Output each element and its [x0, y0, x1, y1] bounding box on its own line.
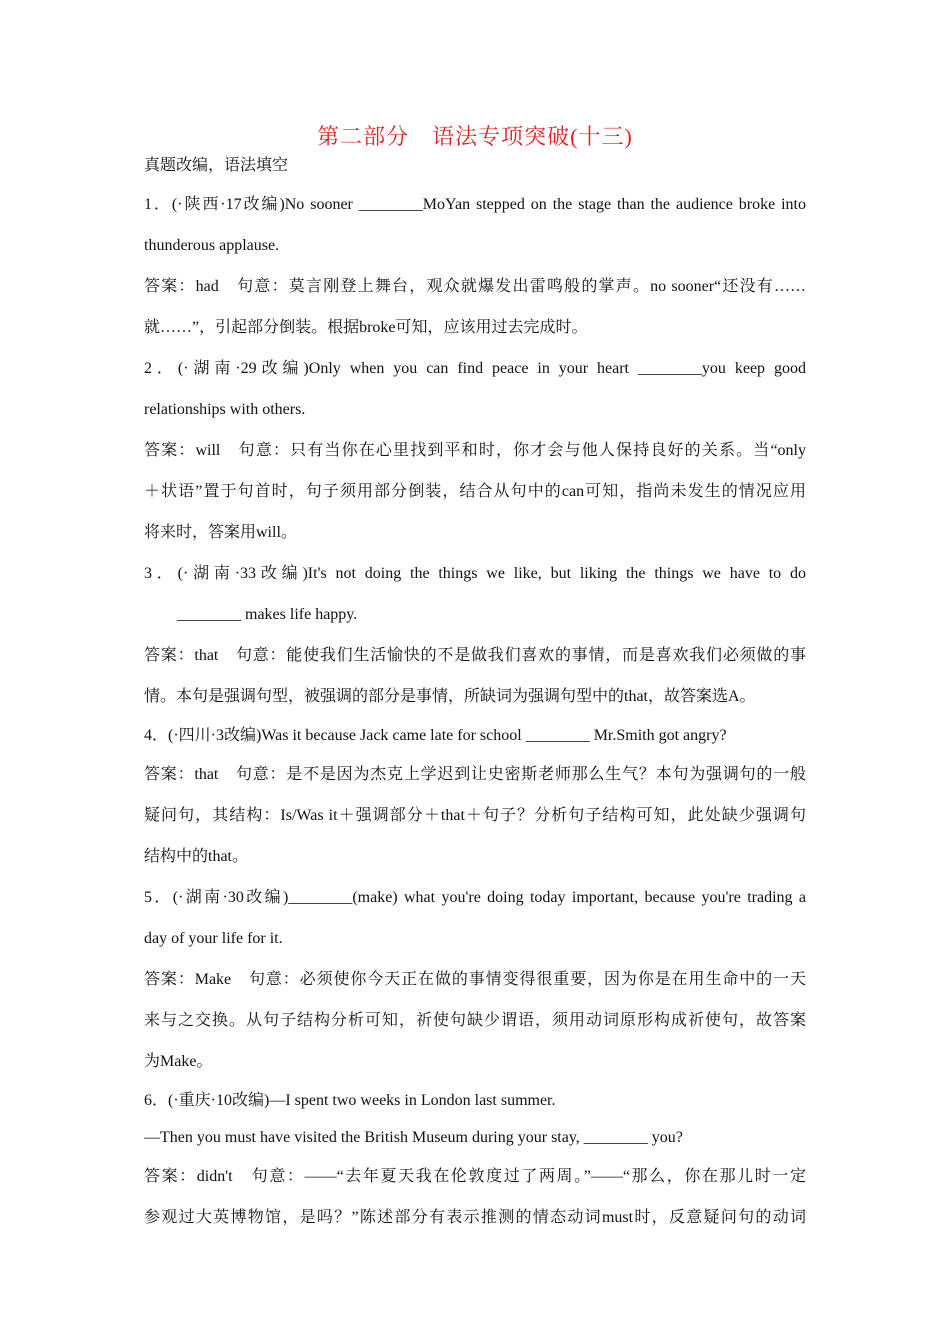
answer-4-line-3: 结构中的that。: [144, 848, 248, 865]
question-3-line-2: ________ makes life happy.: [177, 606, 358, 623]
question-2-line-1: 2．(·湖南·29改编)Only when you can find peace in your heart ________you keep good: [144, 360, 806, 377]
question-2-line-2: relationships with others.: [144, 401, 306, 418]
question-3-line-1: 3．(·湖南·33改编)It's not doing the things we like, but liking the things we have to do: [144, 565, 806, 582]
question-6-line-1: 6．(·重庆·10改编)—I spent two weeks in London last summer.: [144, 1092, 556, 1109]
question-5-line-1: 5．(·湖南·30改编)________(make) what you're doing today important, because you're trading a: [144, 889, 806, 906]
answer-2-line-2: ＋状语”置于句首时，句子须用部分倒装，结合从句中的can可知，指尚未发生的情况应用: [144, 483, 806, 500]
question-5-line-2: day of your life for it.: [144, 930, 283, 947]
answer-6-line-1: 答案：didn't 句意：——“去年夏天我在伦敦度过了两周。”——“那么，你在那儿时一定: [144, 1168, 806, 1185]
answer-5-line-2: 来与之交换。从句子结构分析可知，祈使句缺少谓语，须用动词原形构成祈使句，故答案: [144, 1012, 806, 1029]
document-body: [144, 147, 806, 1238]
question-1-line-2: thunderous applause.: [144, 237, 280, 254]
answer-5-line-1: 答案：Make 句意：必须使你今天正在做的事情变得很重要，因为你是在用生命中的一天: [144, 971, 806, 988]
question-4-line-1: 4．(·四川·3改编)Was it because Jack came late for school ________ Mr.Smith got angry?: [144, 727, 727, 744]
answer-4-line-1: 答案：that 句意：是不是因为杰克上学迟到让史密斯老师那么生气？本句为强调句的一般: [144, 766, 806, 783]
question-6-line-2: —Then you must have visited the British Museum during your stay, ________ you?: [144, 1129, 683, 1146]
question-1-line-1: 1．(·陕西·17改编)No sooner ________MoYan stepped on the stage than the audience broke into: [144, 196, 806, 213]
answer-4-line-2: 疑问句，其结构：Is/Was it＋强调部分＋that＋句子？分析句子结构可知，此处缺少强调句: [144, 807, 806, 824]
answer-1-line-2: 就……”，引起部分倒装。根据broke可知，应该用过去完成时。: [144, 319, 588, 336]
answer-3-line-2: 情。本句是强调句型，被强调的部分是事情，所缺词为强调句型中的that，故答案选A。: [144, 688, 756, 705]
answer-2-line-3: 将来时，答案用will。: [144, 524, 297, 541]
page-title: 第二部分 语法专项突破(十三): [317, 124, 633, 149]
answer-1-line-1: 答案：had 句意：莫言刚登上舞台，观众就爆发出雷鸣般的掌声。no sooner“还没有……: [144, 278, 806, 295]
answer-3-line-1: 答案：that 句意：能使我们生活愉快的不是做我们喜欢的事情，而是喜欢我们必须做的事: [144, 647, 806, 664]
answer-6-line-2: 参观过大英博物馆，是吗？”陈述部分有表示推测的情态动词must时，反意疑问句的动词: [144, 1209, 806, 1226]
answer-5-line-3: 为Make。: [144, 1053, 213, 1070]
section-heading: 真题改编，语法填空: [144, 157, 289, 174]
answer-2-line-1: 答案：will 句意：只有当你在心里找到平和时，你才会与他人保持良好的关系。当“only: [144, 442, 806, 459]
